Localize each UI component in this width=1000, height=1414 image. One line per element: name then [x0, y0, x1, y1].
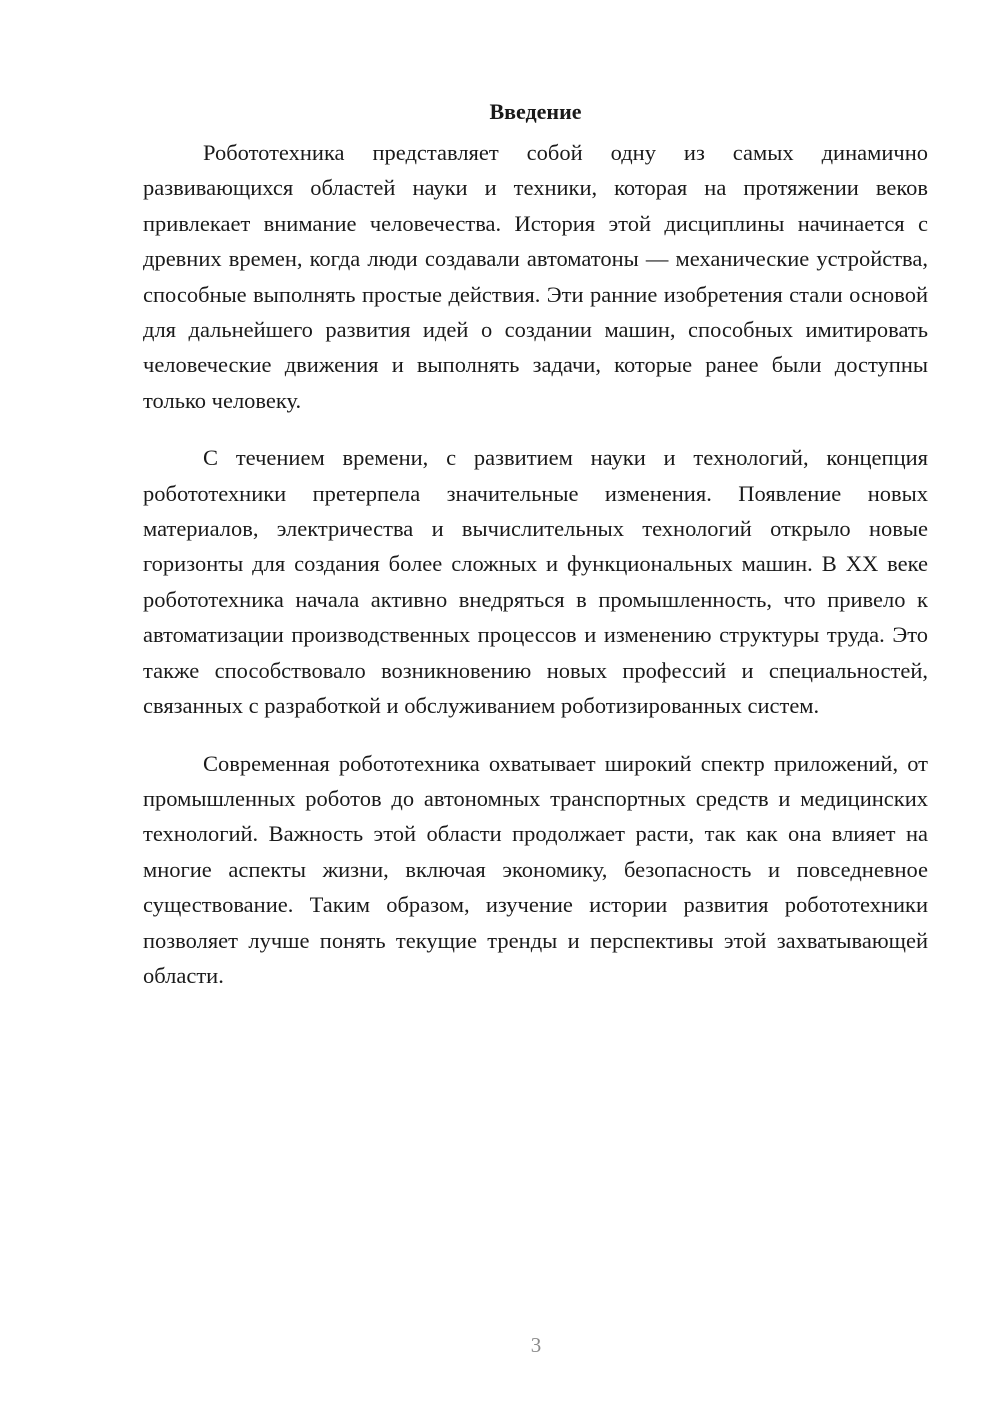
paragraph-2: С течением времени, с развитием науки и технологий, концепция робототехники претерпела значительные изменения. Появление новых материалов, электричества и вычислительных технологий открыло новые горизонты для создания более сложных и функциональных машин. В XX веке робототехника начала активно внедряться в промышленность, что привело к автоматизации производственных процессов и изменению структуры труда. Это также способствовало возникновению новых профессий и специальностей, связанных с разработкой и обслуживанием роботизированных систем. — [143, 445, 928, 719]
page-content — [143, 97, 928, 993]
section-heading: Введение — [489, 99, 582, 124]
page-number: 3 — [530, 1333, 542, 1357]
paragraph-1: Робототехника представляет собой одну из самых динамично развивающихся областей науки и техники, которая на протяжении веков привлекает внимание человечества. История этой дисциплины начинается с древних времен, когда люди создавали автоматоны — механические устройства, способные выполнять простые действия. Эти ранние изобретения стали основой для дальнейшего развития идей о создании машин, способных имитировать человеческие движения и выполнять задачи, которые ранее были доступны только человеку. — [143, 140, 928, 413]
paragraph-3: Современная робототехника охватывает широкий спектр приложений, от промышленных роботов до автономных транспортных средств и медицинских технологий. Важность этой области продолжает расти, так как она влияет на многие аспекты жизни, включая экономику, безопасность и повседневное существование. Таким образом, изучение истории развития робототехники позволяет лучше понять текущие тренды и перспективы этой захватывающей области. — [143, 750, 928, 988]
